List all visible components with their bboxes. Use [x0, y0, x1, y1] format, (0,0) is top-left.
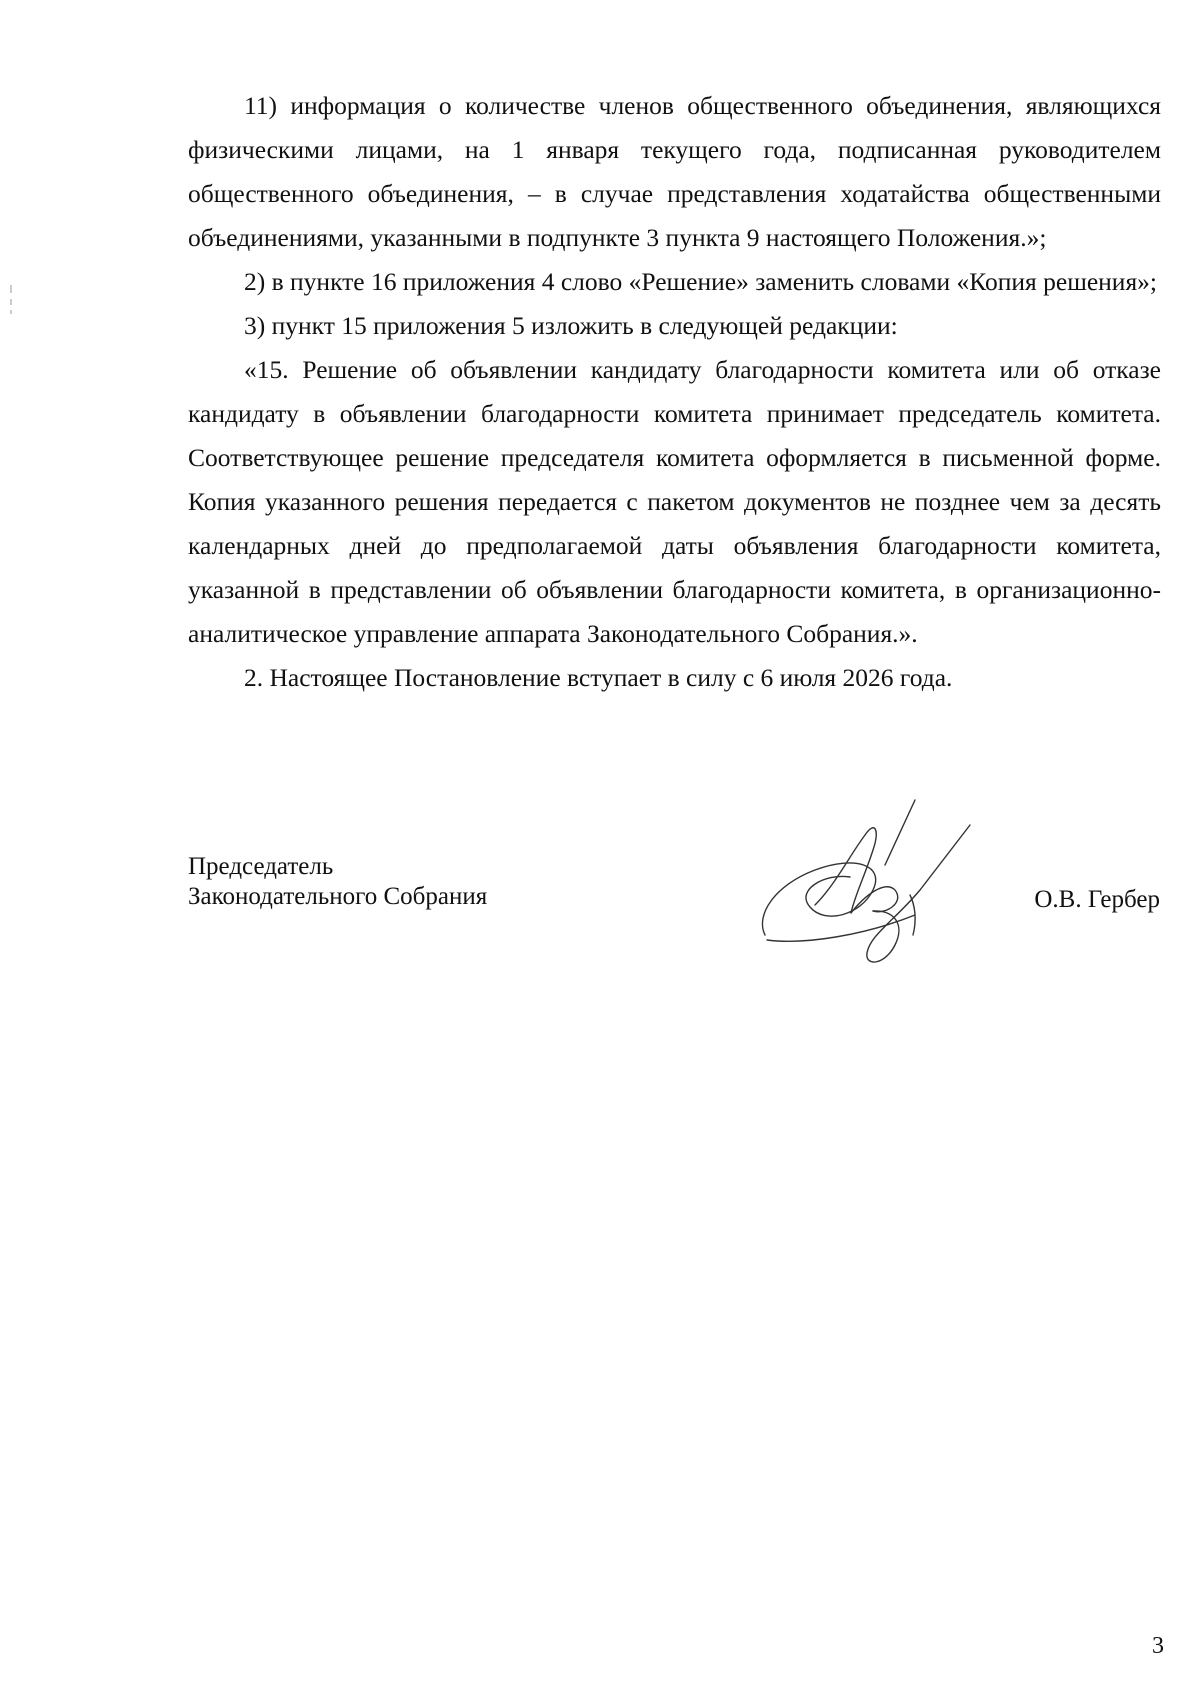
paragraph-item-15: «15. Решение об объявлении кандидату благодарности комитета или об отказе кандидату в объявлении благодарности комитета принимает председатель комитета. Соответствующее решение председателя комитета оформляется в письменной форме. Копия указанного решения передается с пакетом документов не позднее чем за десять календарных дней до предполагаемой даты объявления благодарности комитета, указанной в представлении об объявлении благодарности комитета, в организационно-аналитическое управление аппарата Законодательного Собрания.».	[188, 355, 1161, 648]
signatory-title-line-2: Законодательного Собрания	[188, 883, 488, 910]
signatory-title	[188, 852, 487, 912]
signatory-title-line-1: Председатель	[188, 853, 334, 880]
paragraph-amendment-2: 2) в пункте 16 приложения 4 слово «Решение» заменить словами «Копия решения»;	[244, 267, 1158, 296]
margin-scan-mark	[10, 285, 12, 315]
paragraph-item-11: 11) информация о количестве членов общественного объединения, являющихся физическими лицами, на 1 января текущего года, подписанная руководителем общественного объединения, – в случае представления ходатайства общественными объединениями, указанными в подпункте 3 пункта 9 настоящего Положения.»;	[188, 91, 1161, 252]
document-body	[188, 84, 1161, 700]
page-number: 3	[1152, 1633, 1164, 1659]
handwritten-signature	[755, 795, 995, 975]
paragraph-effective-date: 2. Настоящее Постановление вступает в силу с 6 июля 2026 года.	[244, 663, 953, 692]
signatory-name: О.В. Гербер	[1034, 886, 1160, 913]
paragraph-amendment-3: 3) пункт 15 приложения 5 изложить в следующей редакции:	[244, 311, 898, 340]
